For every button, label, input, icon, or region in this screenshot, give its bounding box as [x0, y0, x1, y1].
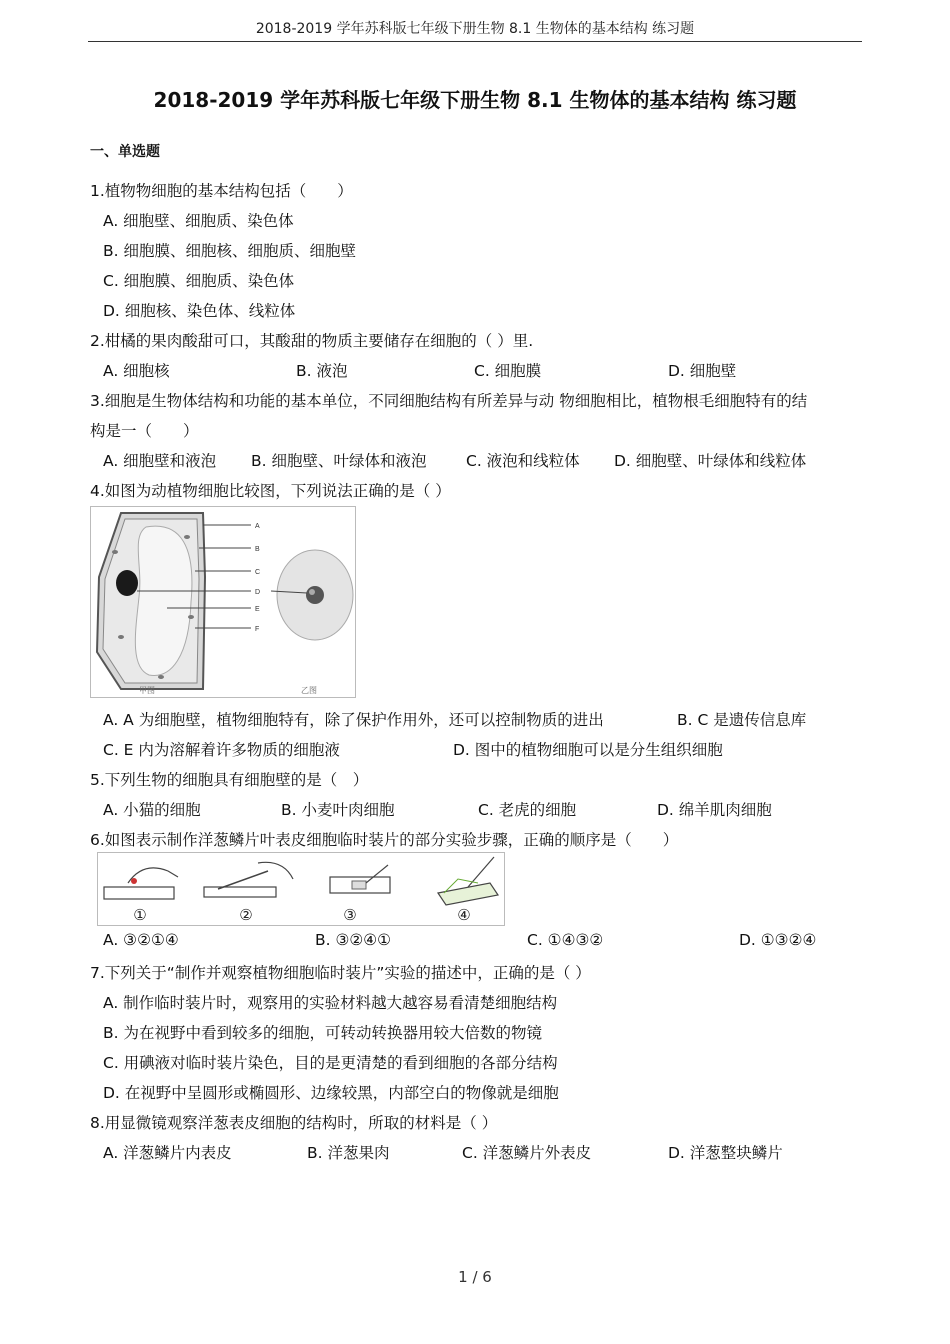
- chloroplast: [188, 615, 194, 619]
- cell-comparison-figure: [90, 506, 356, 698]
- q6-stem: 6.如图表示制作洋葱鳞片叶表皮细胞临时装片的部分实验步骤，正确的顺序是（ ）: [90, 831, 679, 849]
- caption-right: 乙图: [301, 686, 317, 695]
- q6-option-c: C. ①④③②: [527, 931, 604, 949]
- q4-option-c: C. E 内为溶解着许多物质的细胞液: [103, 741, 340, 759]
- chloroplast: [112, 550, 118, 554]
- q8-stem: 8.用显微镜观察洋葱表皮细胞的结构时，所取的材料是（ ）: [90, 1114, 498, 1132]
- q3-option-b: B. 细胞壁、叶绿体和液泡: [251, 452, 427, 470]
- steps-diagram: [98, 853, 504, 925]
- q8-option-d: D. 洋葱整块鳞片: [668, 1144, 783, 1162]
- q8-option-c: C. 洋葱鳞片外表皮: [462, 1144, 592, 1162]
- step-label-2: ②: [239, 906, 253, 924]
- q7-option-d: D. 在视野中呈圆形或椭圆形、边缘较黑，内部空白的物像就是细胞: [103, 1084, 559, 1102]
- step-label-4: ④: [457, 906, 471, 924]
- header-rule: [88, 41, 862, 42]
- q3-option-d: D. 细胞壁、叶绿体和线粒体: [614, 452, 807, 470]
- step1-drop: [131, 878, 137, 884]
- document-title: 2018-2019 学年苏科版七年级下册生物 8.1 生物体的基本结构 练习题: [153, 88, 797, 112]
- step3-needle: [366, 865, 388, 883]
- q1-option-a: A. 细胞壁、细胞质、染色体: [103, 212, 294, 230]
- q3-stem-line1: 3.细胞是生物体结构和功能的基本单位，不同细胞结构有所差异与动 物细胞相比，植物根毛细胞特有的结: [90, 392, 808, 410]
- label-a: A: [255, 523, 260, 530]
- label-c: C: [255, 569, 261, 576]
- q2-option-c: C. 细胞膜: [474, 362, 542, 380]
- caption-left: 甲图: [139, 686, 155, 695]
- q3-option-c: C. 液泡和线粒体: [466, 452, 580, 470]
- q4-stem: 4.如图为动植物细胞比较图，下列说法正确的是（ ）: [90, 482, 451, 500]
- step-label-1: ①: [133, 906, 147, 924]
- q4-option-a: A. A 为细胞壁，植物细胞特有，除了保护作用外，还可以控制物质的进出: [103, 711, 604, 729]
- label-b: B: [255, 546, 260, 553]
- q5-stem: 5.下列生物的细胞具有细胞壁的是（ ）: [90, 771, 369, 789]
- chloroplast: [158, 675, 164, 679]
- step1-slide: [104, 887, 174, 899]
- q5-option-a: A. 小猫的细胞: [103, 801, 201, 819]
- cell-diagram: [91, 507, 355, 697]
- q6-option-d: D. ①③②④: [739, 931, 817, 949]
- q7-option-a: A. 制作临时装片时，观察用的实验材料越大越容易看清楚细胞结构: [103, 994, 558, 1012]
- q2-option-b: B. 液泡: [296, 362, 348, 380]
- q4-option-b: B. C 是遗传信息库: [677, 711, 807, 729]
- label-e: E: [255, 606, 260, 613]
- q6-option-b: B. ③②④①: [315, 931, 392, 949]
- q5-option-b: B. 小麦叶肉细胞: [281, 801, 395, 819]
- q5-option-c: C. 老虎的细胞: [478, 801, 577, 819]
- step3-specimen: [352, 881, 366, 889]
- q8-option-a: A. 洋葱鳞片内表皮: [103, 1144, 232, 1162]
- q3-option-a: A. 细胞壁和液泡: [103, 452, 217, 470]
- q2-option-a: A. 细胞核: [103, 362, 170, 380]
- q2-stem: 2.柑橘的果肉酸甜可口，其酸甜的物质主要储存在细胞的（ ）里.: [90, 332, 534, 350]
- label-d: D: [255, 589, 261, 596]
- step2-hand: [258, 862, 293, 879]
- q8-option-b: B. 洋葱果肉: [307, 1144, 390, 1162]
- plant-nucleus: [116, 570, 138, 596]
- q1-option-b: B. 细胞膜、细胞核、细胞质、细胞壁: [103, 242, 356, 260]
- page-number: 1 / 6: [458, 1268, 492, 1286]
- q2-option-d: D. 细胞壁: [668, 362, 737, 380]
- page-header: 2018-2019 学年苏科版七年级下册生物 8.1 生物体的基本结构 练习题: [255, 21, 695, 37]
- q7-stem: 7.下列关于“制作并观察植物细胞临时装片”实验的描述中，正确的是（ ）: [90, 964, 591, 982]
- q6-option-a: A. ③②①④: [103, 931, 179, 949]
- chloroplast: [118, 635, 124, 639]
- animal-nucleus: [306, 586, 324, 604]
- q1-stem: 1.植物物细胞的基本结构包括（ ）: [90, 182, 353, 200]
- chloroplast: [184, 535, 190, 539]
- step-label-3: ③: [343, 906, 357, 924]
- q3-stem-line2: 构是一（ ）: [90, 422, 199, 440]
- q4-option-d: D. 图中的植物细胞可以是分生组织细胞: [453, 741, 723, 759]
- q7-option-c: C. 用碘液对临时装片染色，目的是更清楚的看到细胞的各部分结构: [103, 1054, 558, 1072]
- slide-steps-figure: [97, 852, 505, 926]
- section-heading: 一、单选题: [90, 144, 160, 160]
- label-f: F: [255, 626, 260, 633]
- q1-option-c: C. 细胞膜、细胞质、染色体: [103, 272, 295, 290]
- step2-tweezers: [218, 871, 268, 889]
- q1-option-d: D. 细胞核、染色体、线粒体: [103, 302, 296, 320]
- step2-slide: [204, 887, 276, 897]
- q7-option-b: B. 为在视野中看到较多的细胞，可转动转换器用较大倍数的物镜: [103, 1024, 542, 1042]
- q5-option-d: D. 绵羊肌肉细胞: [657, 801, 772, 819]
